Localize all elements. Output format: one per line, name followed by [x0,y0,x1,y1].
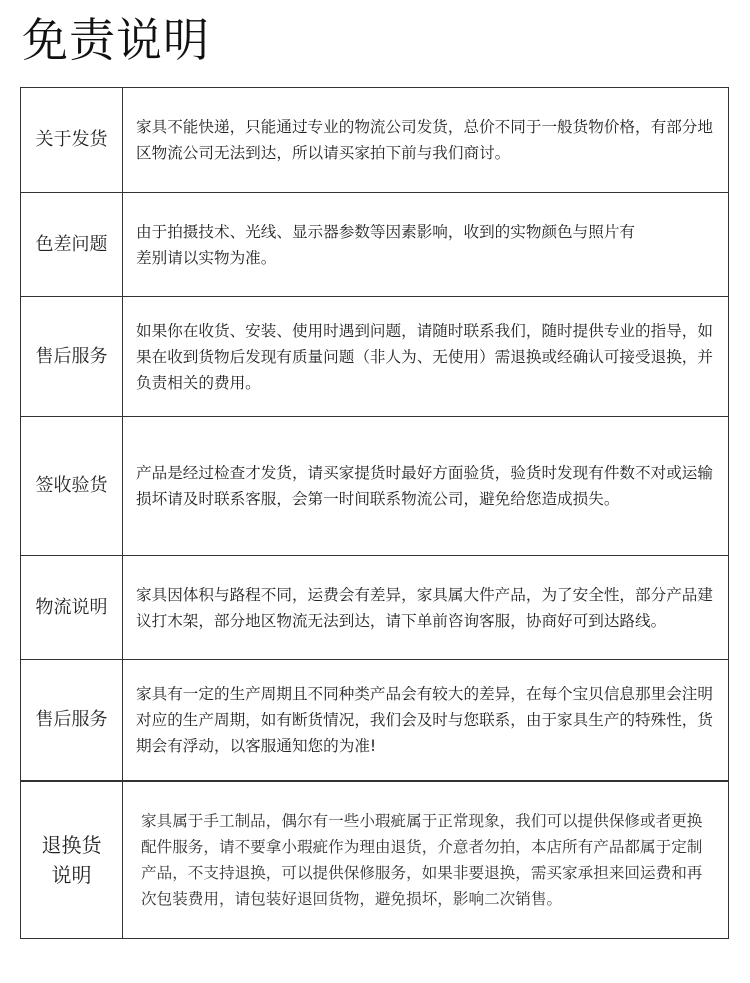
row-text: 家具因体积与路程不同，运费会有差异，家具属大件产品，为了安全性，部分产品建议打木架，部分地区物流无法到达，请下单前咨询客服，协商好可到达路线。 [136,585,713,630]
row-content [123,782,728,938]
table-row-shipping [21,88,728,192]
row-label: 签收验货 [21,417,123,555]
row-content [123,193,728,296]
row-label: 退换货说明 [21,782,123,938]
table-row-after-sales [21,296,728,416]
row-text: 产品是经过检查才发货，请买家提货时最好方面验货，验货时发现有件数不对或运输损坏请及时联系客服，会第一时间联系物流公司，避免给您造成损失。 [136,464,713,508]
row-text: 家具有一定的生产周期且不同种类产品会有较大的差异，在每个宝贝信息那里会注明对应的生产周期，如有断货情况，我们会及时与您联系，由于家具生产的特殊性，货期会有浮动，以客服通知您的为准! [136,685,713,755]
page-title: 免责说明 [22,13,210,67]
row-text: 由于拍摄技术、光线、显示器参数等因素影响，收到的实物颜色与照片有差别请以实物为准。 [136,222,636,267]
table-row-color-difference [21,192,728,296]
row-label: 物流说明 [21,556,123,659]
table-row-returns [21,780,728,938]
row-label: 关于发货 [21,88,123,192]
row-text: 如果你在收货、安装、使用时遇到问题，请随时联系我们，随时提供专业的指导，如果在收到货物后发现有质量问题（非人为、无使用）需退换或经确认可接受退换，并负责相关的费用。 [136,321,713,392]
row-label: 色差问题 [21,193,123,296]
row-content [123,556,728,659]
row-label: 售后服务 [21,297,123,416]
row-content [123,297,728,416]
table-row-inspection [21,416,728,555]
row-content [123,88,728,192]
table-row-logistics [21,555,728,659]
disclaimer-table [20,87,729,939]
row-label: 售后服务 [21,660,123,780]
table-row-after-sales-period [21,659,728,780]
row-text: 家具属于手工制品，偶尔有一些小瑕疵属于正常现象，我们可以提供保修或者更换配件服务，请不要拿小瑕疵作为理由退货，介意者勿拍，本店所有产品都属于定制产品，不支持退换，可以提供保修服务，如果非要退换，需买家承担来回运费和再次包装费用，请包装好退回货物，避免损坏，影响二次销售。 [141,812,703,908]
row-content [123,660,728,780]
row-content [123,417,728,555]
row-text: 家具不能快递，只能通过专业的物流公司发货，总价不同于一般货物价格，有部分地区物流公司无法到达，所以请买家拍下前与我们商讨。 [136,118,713,162]
